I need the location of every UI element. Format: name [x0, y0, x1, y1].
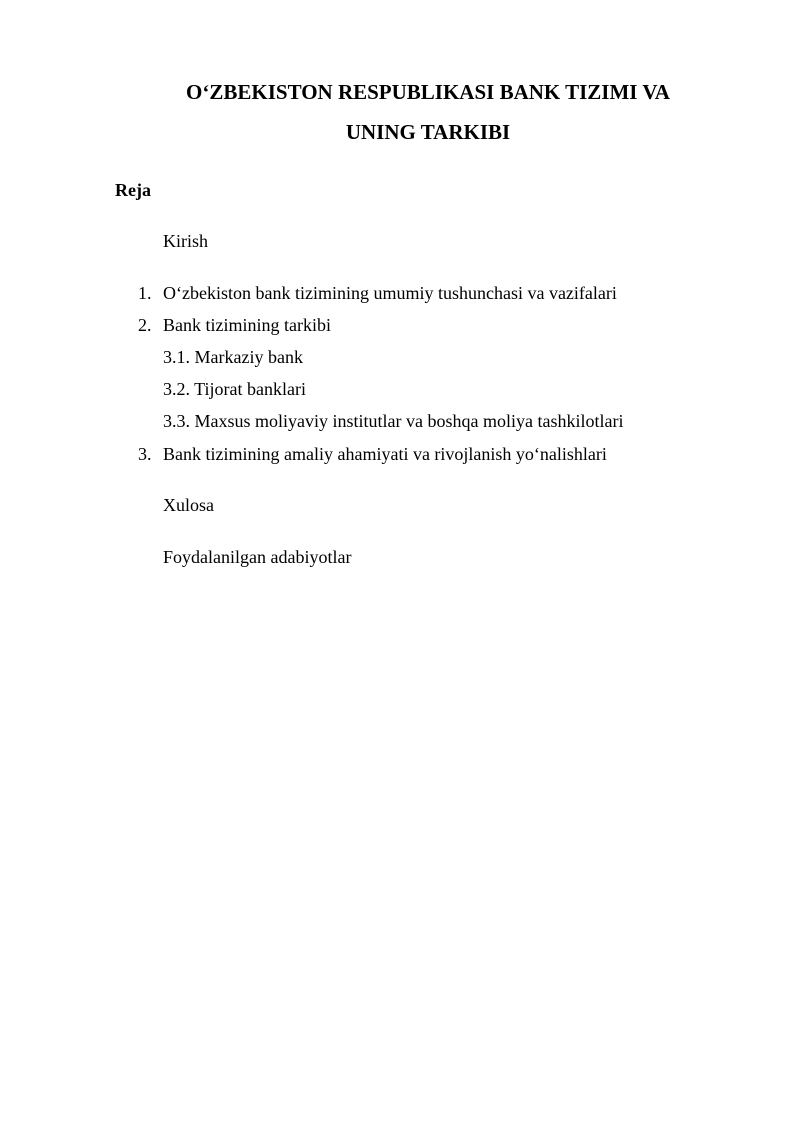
- list-item-number: 3.: [138, 444, 152, 464]
- title-line-2: UNING TARKIBI: [345, 120, 511, 144]
- list-item: O‘zbekiston bank tizimining umumiy tushunchasi va vazifalari: [163, 283, 617, 303]
- sub-list-item: 3.2. Tijorat banklari: [163, 379, 306, 399]
- list-item-number: 2.: [138, 315, 152, 335]
- list-item: Bank tizimining amaliy ahamiyati va rivojlanish yo‘nalishlari: [163, 444, 607, 464]
- conclusion-item: Xulosa: [163, 495, 214, 515]
- document-title: [100, 72, 756, 152]
- title-line-1: O‘ZBEKISTON RESPUBLIKASI BANK TIZIMI VA: [186, 80, 670, 104]
- intro-item: Kirish: [163, 231, 208, 251]
- list-item-number: 1.: [138, 283, 152, 303]
- plan-heading: Reja: [115, 180, 151, 200]
- sub-list-item: 3.1. Markaziy bank: [163, 347, 303, 367]
- list-item: Bank tizimining tarkibi: [163, 315, 331, 335]
- sub-list-item: 3.3. Maxsus moliyaviy institutlar va boshqa moliya tashkilotlari: [163, 411, 624, 431]
- references-item: Foydalanilgan adabiyotlar: [163, 547, 352, 567]
